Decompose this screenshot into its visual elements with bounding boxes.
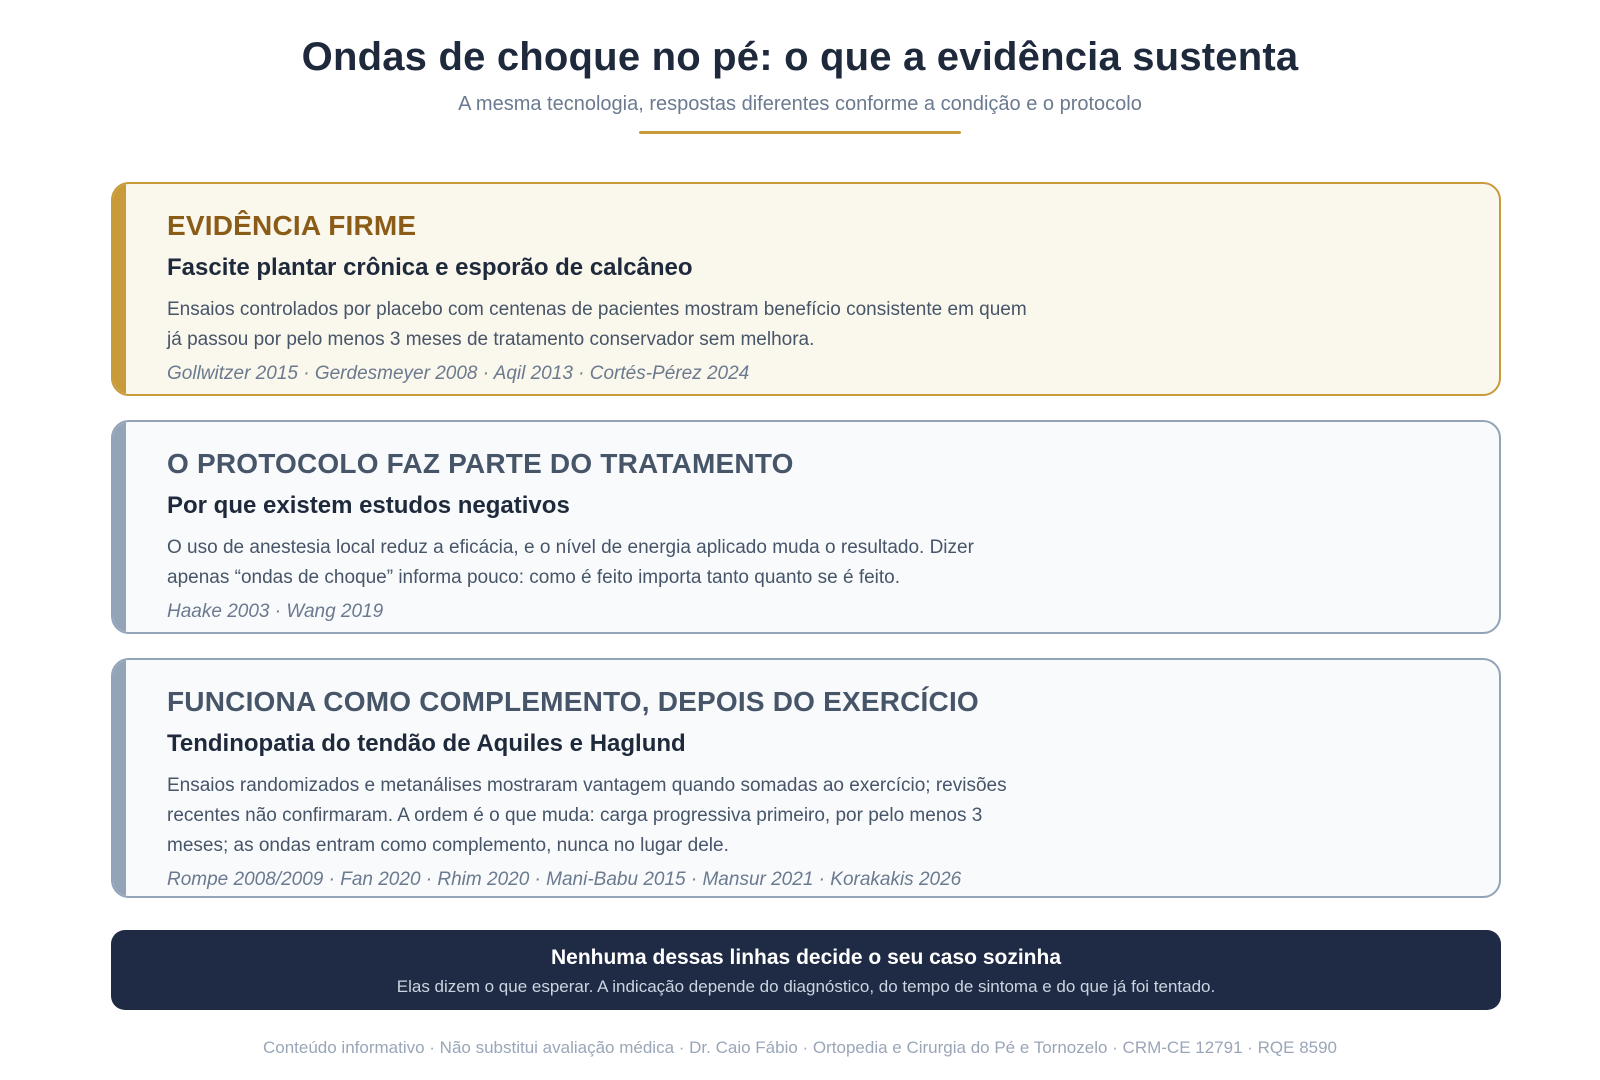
card-heading: Tendinopatia do tendão de Aquiles e Haglund	[167, 730, 686, 757]
page-footer: Conteúdo informativo · Não substitui avaliação médica · Dr. Caio Fábio · Ortopedia e Cirurgia do Pé e Tornozelo · CRM-CE 12791 · RQE 8590	[262, 1038, 1338, 1057]
page-title: Ondas de choque no pé: o que a evidência sustenta	[301, 35, 1299, 79]
banner-title: Nenhuma dessas linhas decide o seu caso sozinha	[550, 946, 1061, 969]
evidence-card-protocol	[111, 420, 1501, 634]
card-references: Haake 2003 · Wang 2019	[167, 601, 384, 622]
evidence-card-firm	[111, 182, 1501, 396]
banner-text: Elas dizem o que esperar. A indicação depende do diagnóstico, do tempo de sintoma e do que já foi tentado.	[396, 977, 1216, 996]
card-references: Gollwitzer 2015 · Gerdesmeyer 2008 · Aqil 2013 · Cortés-Pérez 2024	[167, 363, 750, 384]
card-body: O uso de anestesia local reduz a eficácia, e o nível de energia aplicado muda o resultado. Dizer apenas “ondas de choque” informa pouco: como é feito importa tanto quanto se é feito.	[167, 537, 974, 588]
title-divider	[639, 131, 961, 134]
card-heading: Fascite plantar crônica e esporão de calcâneo	[167, 254, 693, 281]
card-body: Ensaios randomizados e metanálises mostraram vantagem quando somadas ao exercício; revisões recentes não confirmaram. A ordem é o que muda: carga progressiva primeiro, por pelo menos 3 meses; as ondas entram como complemento, nunca no lugar dele.	[167, 775, 1007, 856]
card-body: Ensaios controlados por placebo com centenas de pacientes mostram benefício consistente em quem já passou por pelo menos 3 meses de tratamento conservador sem melhora.	[167, 299, 1027, 350]
card-heading: Por que existem estudos negativos	[167, 492, 570, 519]
page-header	[0, 0, 1600, 134]
summary-banner	[111, 930, 1501, 1010]
evidence-card-complement	[111, 658, 1501, 898]
page-subtitle: A mesma tecnologia, respostas diferentes conforme a condição e o protocolo	[458, 93, 1142, 115]
card-kicker: O PROTOCOLO FAZ PARTE DO TRATAMENTO	[167, 448, 794, 479]
card-references: Rompe 2008/2009 · Fan 2020 · Rhim 2020 · Mani-Babu 2015 · Mansur 2021 · Korakakis 2026	[167, 869, 962, 890]
card-kicker: FUNCIONA COMO COMPLEMENTO, DEPOIS DO EXERCÍCIO	[167, 686, 979, 717]
card-kicker: EVIDÊNCIA FIRME	[167, 210, 417, 241]
evidence-cards	[111, 182, 1501, 922]
